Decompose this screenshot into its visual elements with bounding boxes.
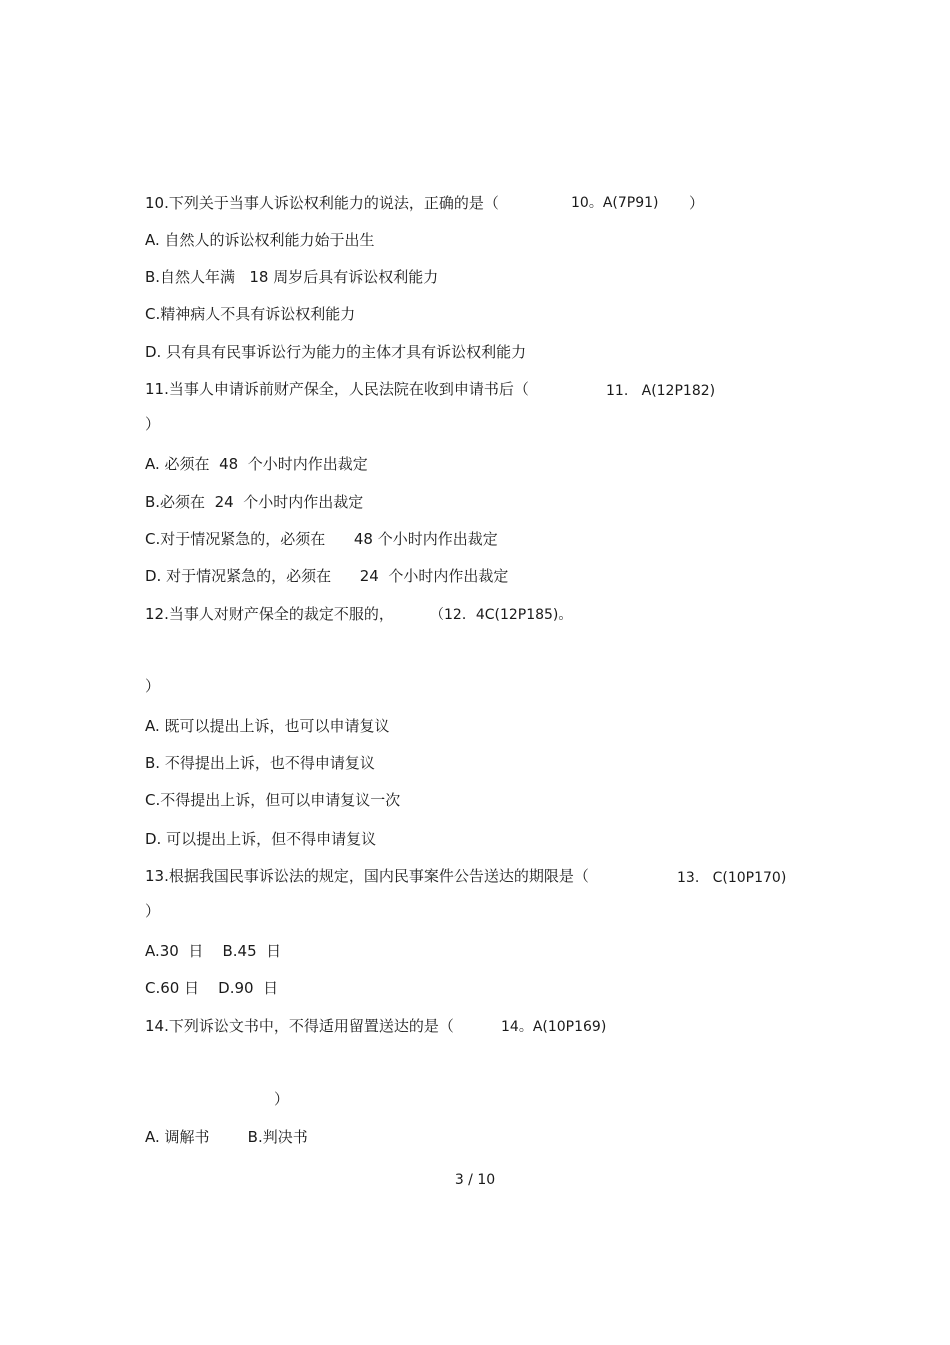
q12-option-d: D. 可以提出上诉，但不得申请复议 (145, 830, 377, 848)
q11-option-d: D. 对于情况紧急的，必须在 24 个小时内作出裁定 (145, 567, 509, 585)
q12-stem: 12.当事人对财产保全的裁定不服的， (145, 605, 394, 623)
q12-option-a: A. 既可以提出上诉，也可以申请复议 (145, 717, 390, 735)
q11-stem: 11.当事人申请诉前财产保全，人民法院在收到申请书后（ (145, 380, 529, 398)
q10-answer: 10。A(7P91) (571, 195, 659, 211)
q10-option-a: A. 自然人的诉讼权利能力始于出生 (145, 231, 375, 249)
q14-options-ab: A. 调解书 B.判决书 (145, 1128, 308, 1146)
q14-close-paren: ） (274, 1090, 290, 1108)
q13-stem: 13.根据我国民事诉讼法的规定，国内民事案件公告送达的期限是（ (145, 867, 589, 885)
q12-close-paren: ） (145, 677, 161, 695)
q11-option-a: A. 必须在 48 个小时内作出裁定 (145, 455, 368, 473)
q11-close-paren: ） (145, 415, 161, 433)
q10-option-d: D. 只有具有民事诉讼行为能力的主体才具有诉讼权利能力 (145, 343, 527, 361)
q13-options-ab: A.30 日 B.45 日 (145, 942, 282, 960)
q12-answer: （12．4C(12P185)。 (430, 607, 573, 623)
q13-close-paren: ） (145, 902, 161, 920)
q10-option-b: B.自然人年满 18 周岁后具有诉讼权利能力 (145, 268, 439, 286)
q14-answer: 14。A(10P169) (501, 1019, 607, 1035)
q14-stem: 14.下列诉讼文书中，不得适用留置送达的是（ (145, 1017, 454, 1035)
q10-stem: 10.下列关于当事人诉讼权利能力的说法，正确的是（ (145, 194, 499, 212)
q11-answer: 11. A(12P182) (606, 383, 716, 399)
page-number: 3 / 10 (454, 1172, 496, 1188)
q12-option-c: C.不得提出上诉，但可以申请复议一次 (145, 791, 401, 809)
q12-option-b: B. 不得提出上诉，也不得申请复议 (145, 754, 375, 772)
q11-option-c: C.对于情况紧急的，必须在 48 个小时内作出裁定 (145, 530, 498, 548)
q10-close-paren: ） (689, 194, 705, 212)
q10-option-c: C.精神病人不具有诉讼权利能力 (145, 305, 356, 323)
q13-options-cd: C.60 日 D.90 日 (145, 979, 279, 997)
q13-answer: 13. C(10P170) (677, 870, 787, 886)
q11-option-b: B.必须在 24 个小时内作出裁定 (145, 493, 364, 511)
